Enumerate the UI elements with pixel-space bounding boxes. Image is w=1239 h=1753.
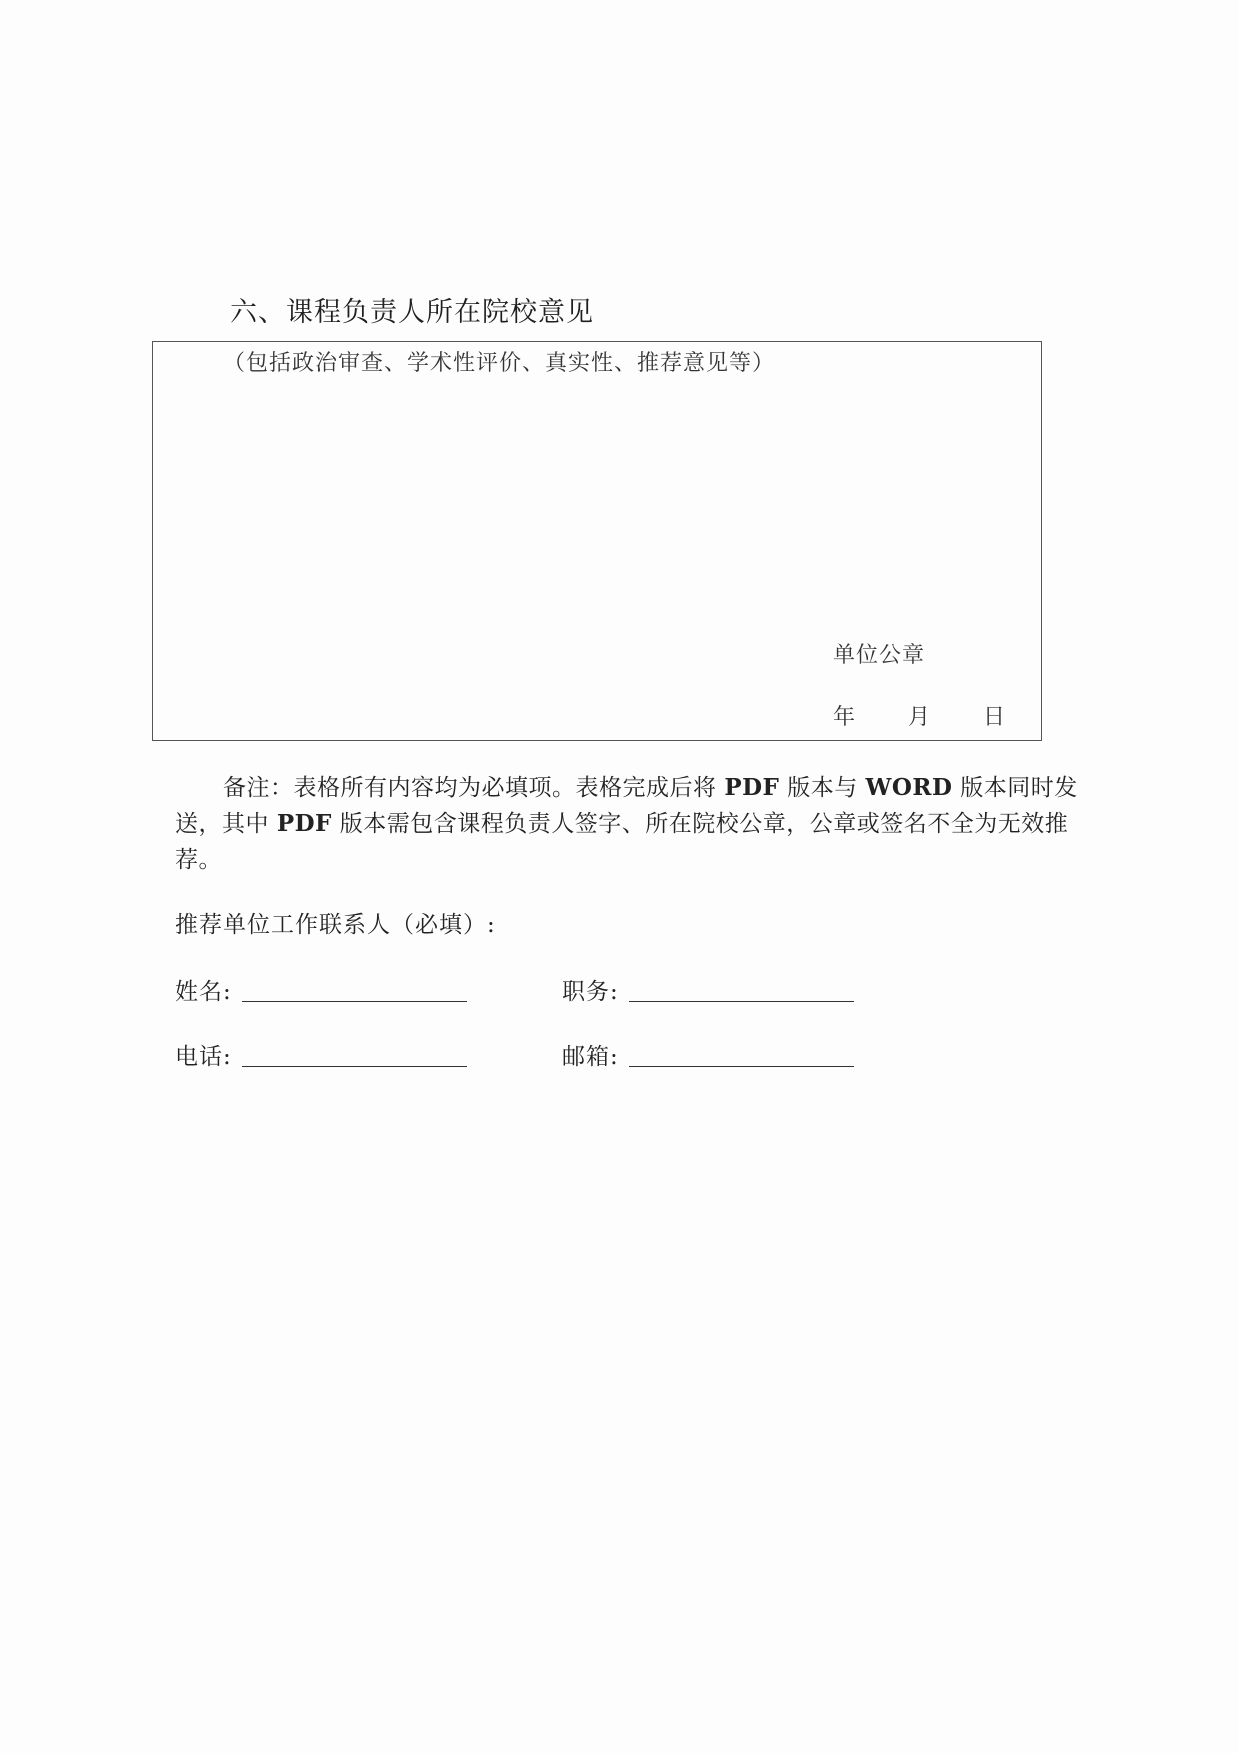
note-text-3: 版本同时发送，其中 xyxy=(175,775,1078,837)
email-blank-line[interactable] xyxy=(629,1065,854,1067)
name-label: 姓名: xyxy=(175,979,232,1005)
section-title: 六、课程负责人所在院校意见 xyxy=(230,297,594,328)
contact-heading: 推荐单位工作联系人（必填）: xyxy=(175,912,496,938)
phone-field[interactable] xyxy=(175,1038,467,1071)
note-text-4: 版本需包含课程负责人签字、所在院校公章，公章或签名不全为无效推荐。 xyxy=(175,811,1069,873)
note-word: WORD xyxy=(865,774,953,801)
seal-label: 单位公章 xyxy=(833,643,926,668)
name-field[interactable] xyxy=(175,973,467,1006)
email-label: 邮箱: xyxy=(562,1044,619,1070)
position-label: 职务: xyxy=(562,979,619,1005)
opinion-box[interactable] xyxy=(152,341,1042,741)
date-line xyxy=(833,700,1005,731)
note-text-1: 备注：表格所有内容均为必填项。表格完成后将 xyxy=(223,775,725,801)
date-day-label: 日 xyxy=(983,705,1006,730)
note-pdf-2: PDF xyxy=(276,810,332,837)
date-year-label: 年 xyxy=(833,705,856,730)
position-field[interactable] xyxy=(562,973,854,1006)
phone-label: 电话: xyxy=(175,1044,232,1070)
note-text-2: 版本与 xyxy=(779,775,866,801)
name-blank-line[interactable] xyxy=(242,1000,467,1002)
opinion-hint: （包括政治审查、学术性评价、真实性、推荐意见等） xyxy=(223,351,776,376)
remarks-note xyxy=(175,770,1085,878)
position-blank-line[interactable] xyxy=(629,1000,854,1002)
note-pdf-1: PDF xyxy=(724,774,780,801)
phone-blank-line[interactable] xyxy=(242,1065,467,1067)
date-month-label: 月 xyxy=(908,705,931,730)
email-field[interactable] xyxy=(562,1038,854,1071)
